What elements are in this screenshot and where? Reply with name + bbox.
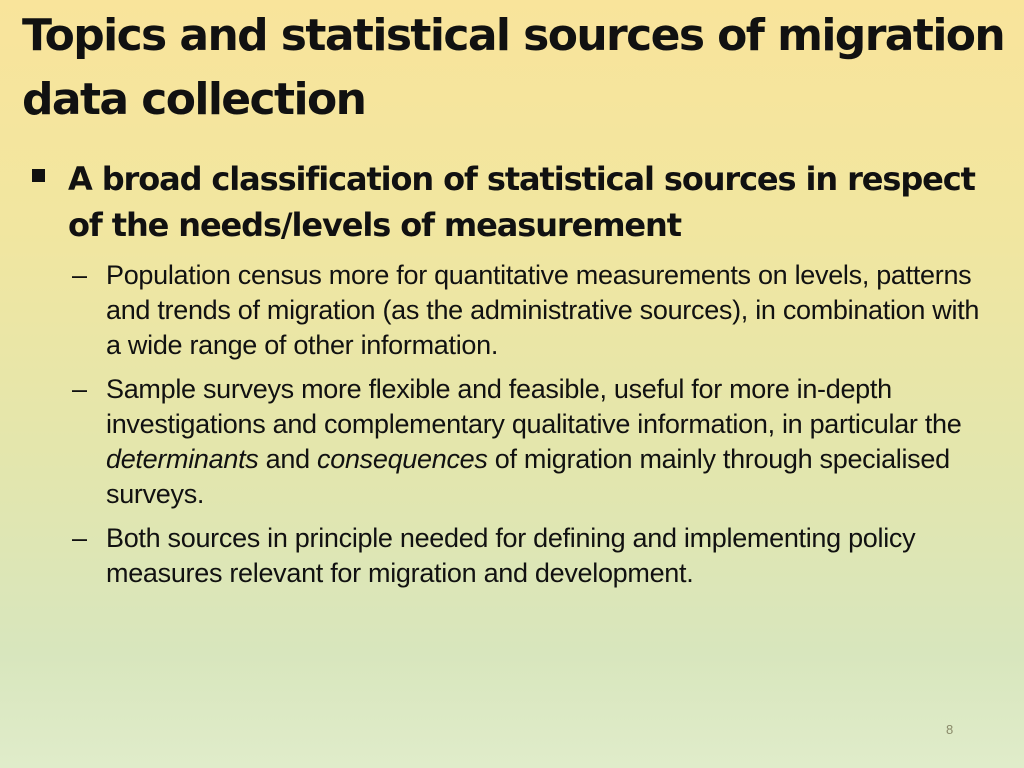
- main-bullet-text: A broad classification of statistical sources in respect of the needs/levels of measurement: [68, 160, 975, 244]
- sub-bullet-census: [30, 258, 990, 363]
- sub-bullet-list: [30, 258, 990, 591]
- sub-bullet-text: Both sources in principle needed for defining and implementing policy measures relevant for migration and development.: [106, 523, 916, 588]
- sub-bullet-text: and: [258, 444, 318, 474]
- emphasis-consequences: consequences: [317, 444, 488, 474]
- sub-bullet-text: Population census more for quantitative measurements on levels, patterns and trends of migration (as the administrative sources), in combination with a wide range of other information.: [106, 260, 980, 360]
- dash-bullet-icon: –: [72, 523, 87, 553]
- emphasis-determinants: determinants: [106, 444, 259, 474]
- dash-bullet-icon: –: [72, 374, 87, 404]
- sub-bullet-surveys: [30, 372, 990, 512]
- sub-bullet-text: of migration mainly through specialised surveys.: [106, 444, 950, 509]
- page-number: 8: [946, 722, 954, 737]
- sub-bullet-both-sources: [30, 521, 990, 591]
- main-bullet: [30, 156, 990, 248]
- sub-bullet-text: Sample surveys more flexible and feasible, useful for more in-depth investigations and complementary qualitative information, in particular the: [106, 374, 962, 439]
- dash-bullet-icon: –: [72, 260, 87, 290]
- square-bullet-icon: [32, 169, 45, 182]
- slide-body: [30, 156, 990, 600]
- slide-title: Topics and statistical sources of migration data collection: [22, 10, 1005, 125]
